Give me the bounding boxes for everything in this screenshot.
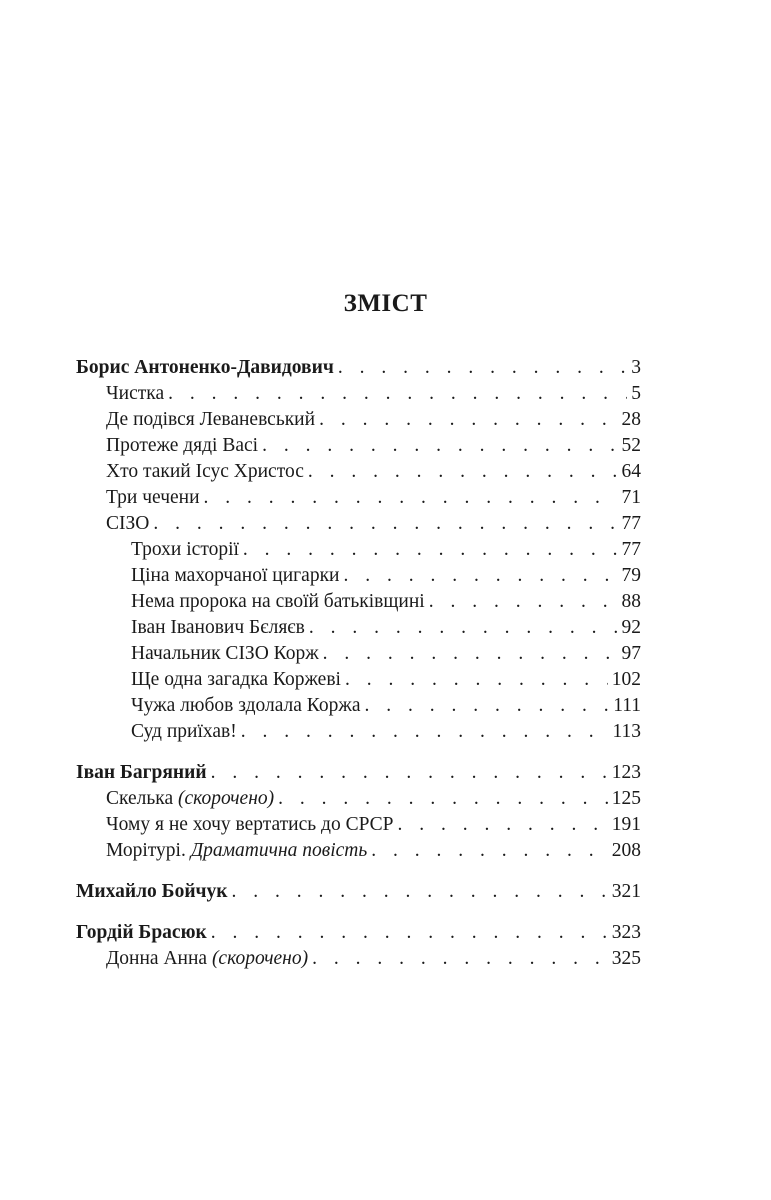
toc-entry (76, 459, 641, 485)
toc-subentry (76, 589, 641, 615)
page-number: 208 (611, 840, 641, 861)
page-number: 77 (621, 513, 641, 534)
toc-author-entry (76, 760, 641, 786)
leader-dots (168, 381, 627, 407)
leader-dots (364, 693, 609, 719)
leader-dots (309, 615, 618, 641)
page-number: 191 (611, 814, 641, 835)
entry-label: Суд приїхав! (131, 721, 237, 742)
toc-entry (76, 812, 641, 838)
entry-label: Чому я не хочу вертатись до СРСР (106, 814, 394, 835)
page-title: ЗМІСТ (343, 290, 428, 317)
leader-dots (398, 812, 608, 838)
page-number: 125 (611, 788, 641, 809)
leader-dots (243, 537, 618, 563)
page-number: 123 (611, 762, 641, 783)
toc-entry (76, 485, 641, 511)
entry-label: Де подівся Леваневський (106, 409, 316, 430)
toc-entry (76, 838, 641, 864)
toc-subentry (76, 641, 641, 667)
entry-label: СІЗО (106, 513, 150, 534)
entry-title: Морітурі. (106, 840, 186, 861)
leader-dots (323, 641, 618, 667)
page-number: 97 (621, 643, 641, 664)
page-number: 323 (611, 922, 641, 943)
page-number: 52 (621, 435, 641, 456)
entry-label: Іван Багряний (76, 762, 207, 783)
entry-label: Протеже дяді Васі (106, 435, 259, 456)
entry-note: (скорочено) (177, 788, 275, 809)
leader-dots (312, 946, 608, 972)
entry-label (106, 946, 308, 972)
page-number: 71 (621, 487, 641, 508)
leader-dots (204, 485, 618, 511)
entry-label: Трохи історії (131, 539, 239, 560)
toc-author-entry (76, 920, 641, 946)
toc-entry (76, 433, 641, 459)
entry-label: Начальник СІЗО Корж (131, 643, 319, 664)
page-number: 3 (631, 357, 641, 378)
leader-dots (211, 920, 608, 946)
entry-label: Ціна махорчаної цигарки (131, 565, 340, 586)
toc-entry (76, 946, 641, 972)
leader-dots (278, 786, 608, 812)
entry-label: Хто такий Ісус Христос (106, 461, 304, 482)
entry-label: Михайло Бойчук (76, 881, 228, 902)
table-of-contents (76, 355, 641, 972)
leader-dots (319, 407, 617, 433)
leader-dots (211, 760, 608, 786)
entry-title: Скелька (106, 788, 174, 809)
toc-author-entry (76, 879, 641, 905)
leader-dots (241, 719, 609, 745)
page-number: 79 (621, 565, 641, 586)
entry-label: Борис Антоненко-Давидович (76, 357, 334, 378)
leader-dots (371, 838, 608, 864)
entry-label: Чужа любов здолала Коржа (131, 695, 361, 716)
leader-dots (343, 563, 617, 589)
page-number: 321 (611, 881, 641, 902)
page-number: 325 (611, 948, 641, 969)
leader-dots (338, 355, 627, 381)
page-number: 64 (621, 461, 641, 482)
entry-label: Гордій Брасюк (76, 922, 207, 943)
leader-dots (262, 433, 617, 459)
entry-title: Донна Анна (106, 948, 208, 969)
page-number: 28 (621, 409, 641, 430)
page-number: 92 (621, 617, 641, 638)
leader-dots (345, 667, 608, 693)
entry-label: Іван Іванович Бєляєв (131, 617, 305, 638)
leader-dots (429, 589, 618, 615)
page-number: 77 (621, 539, 641, 560)
page-number: 102 (611, 669, 641, 690)
toc-entry (76, 511, 641, 537)
toc-subentry (76, 537, 641, 563)
toc-entry (76, 381, 641, 407)
entry-label: Три чечени (106, 487, 200, 508)
leader-dots (308, 459, 618, 485)
entry-label (106, 786, 274, 812)
entry-label: Ще одна загадка Коржеві (131, 669, 341, 690)
leader-dots (153, 511, 617, 537)
entry-label (106, 838, 367, 864)
entry-label: Чистка (106, 383, 165, 404)
toc-author-entry (76, 355, 641, 381)
toc-subentry (76, 667, 641, 693)
toc-subentry (76, 563, 641, 589)
toc-entry (76, 786, 641, 812)
page-number: 111 (613, 695, 641, 716)
toc-entry (76, 407, 641, 433)
page-number: 113 (612, 721, 641, 742)
leader-dots (232, 879, 608, 905)
entry-label: Нема пророка на своїй батьківщині (131, 591, 425, 612)
toc-subentry (76, 693, 641, 719)
entry-note: (скорочено) (211, 948, 309, 969)
toc-subentry (76, 719, 641, 745)
page-number: 5 (631, 383, 641, 404)
entry-note: Драматична повість (190, 840, 368, 861)
toc-subentry (76, 615, 641, 641)
page-number: 88 (621, 591, 641, 612)
